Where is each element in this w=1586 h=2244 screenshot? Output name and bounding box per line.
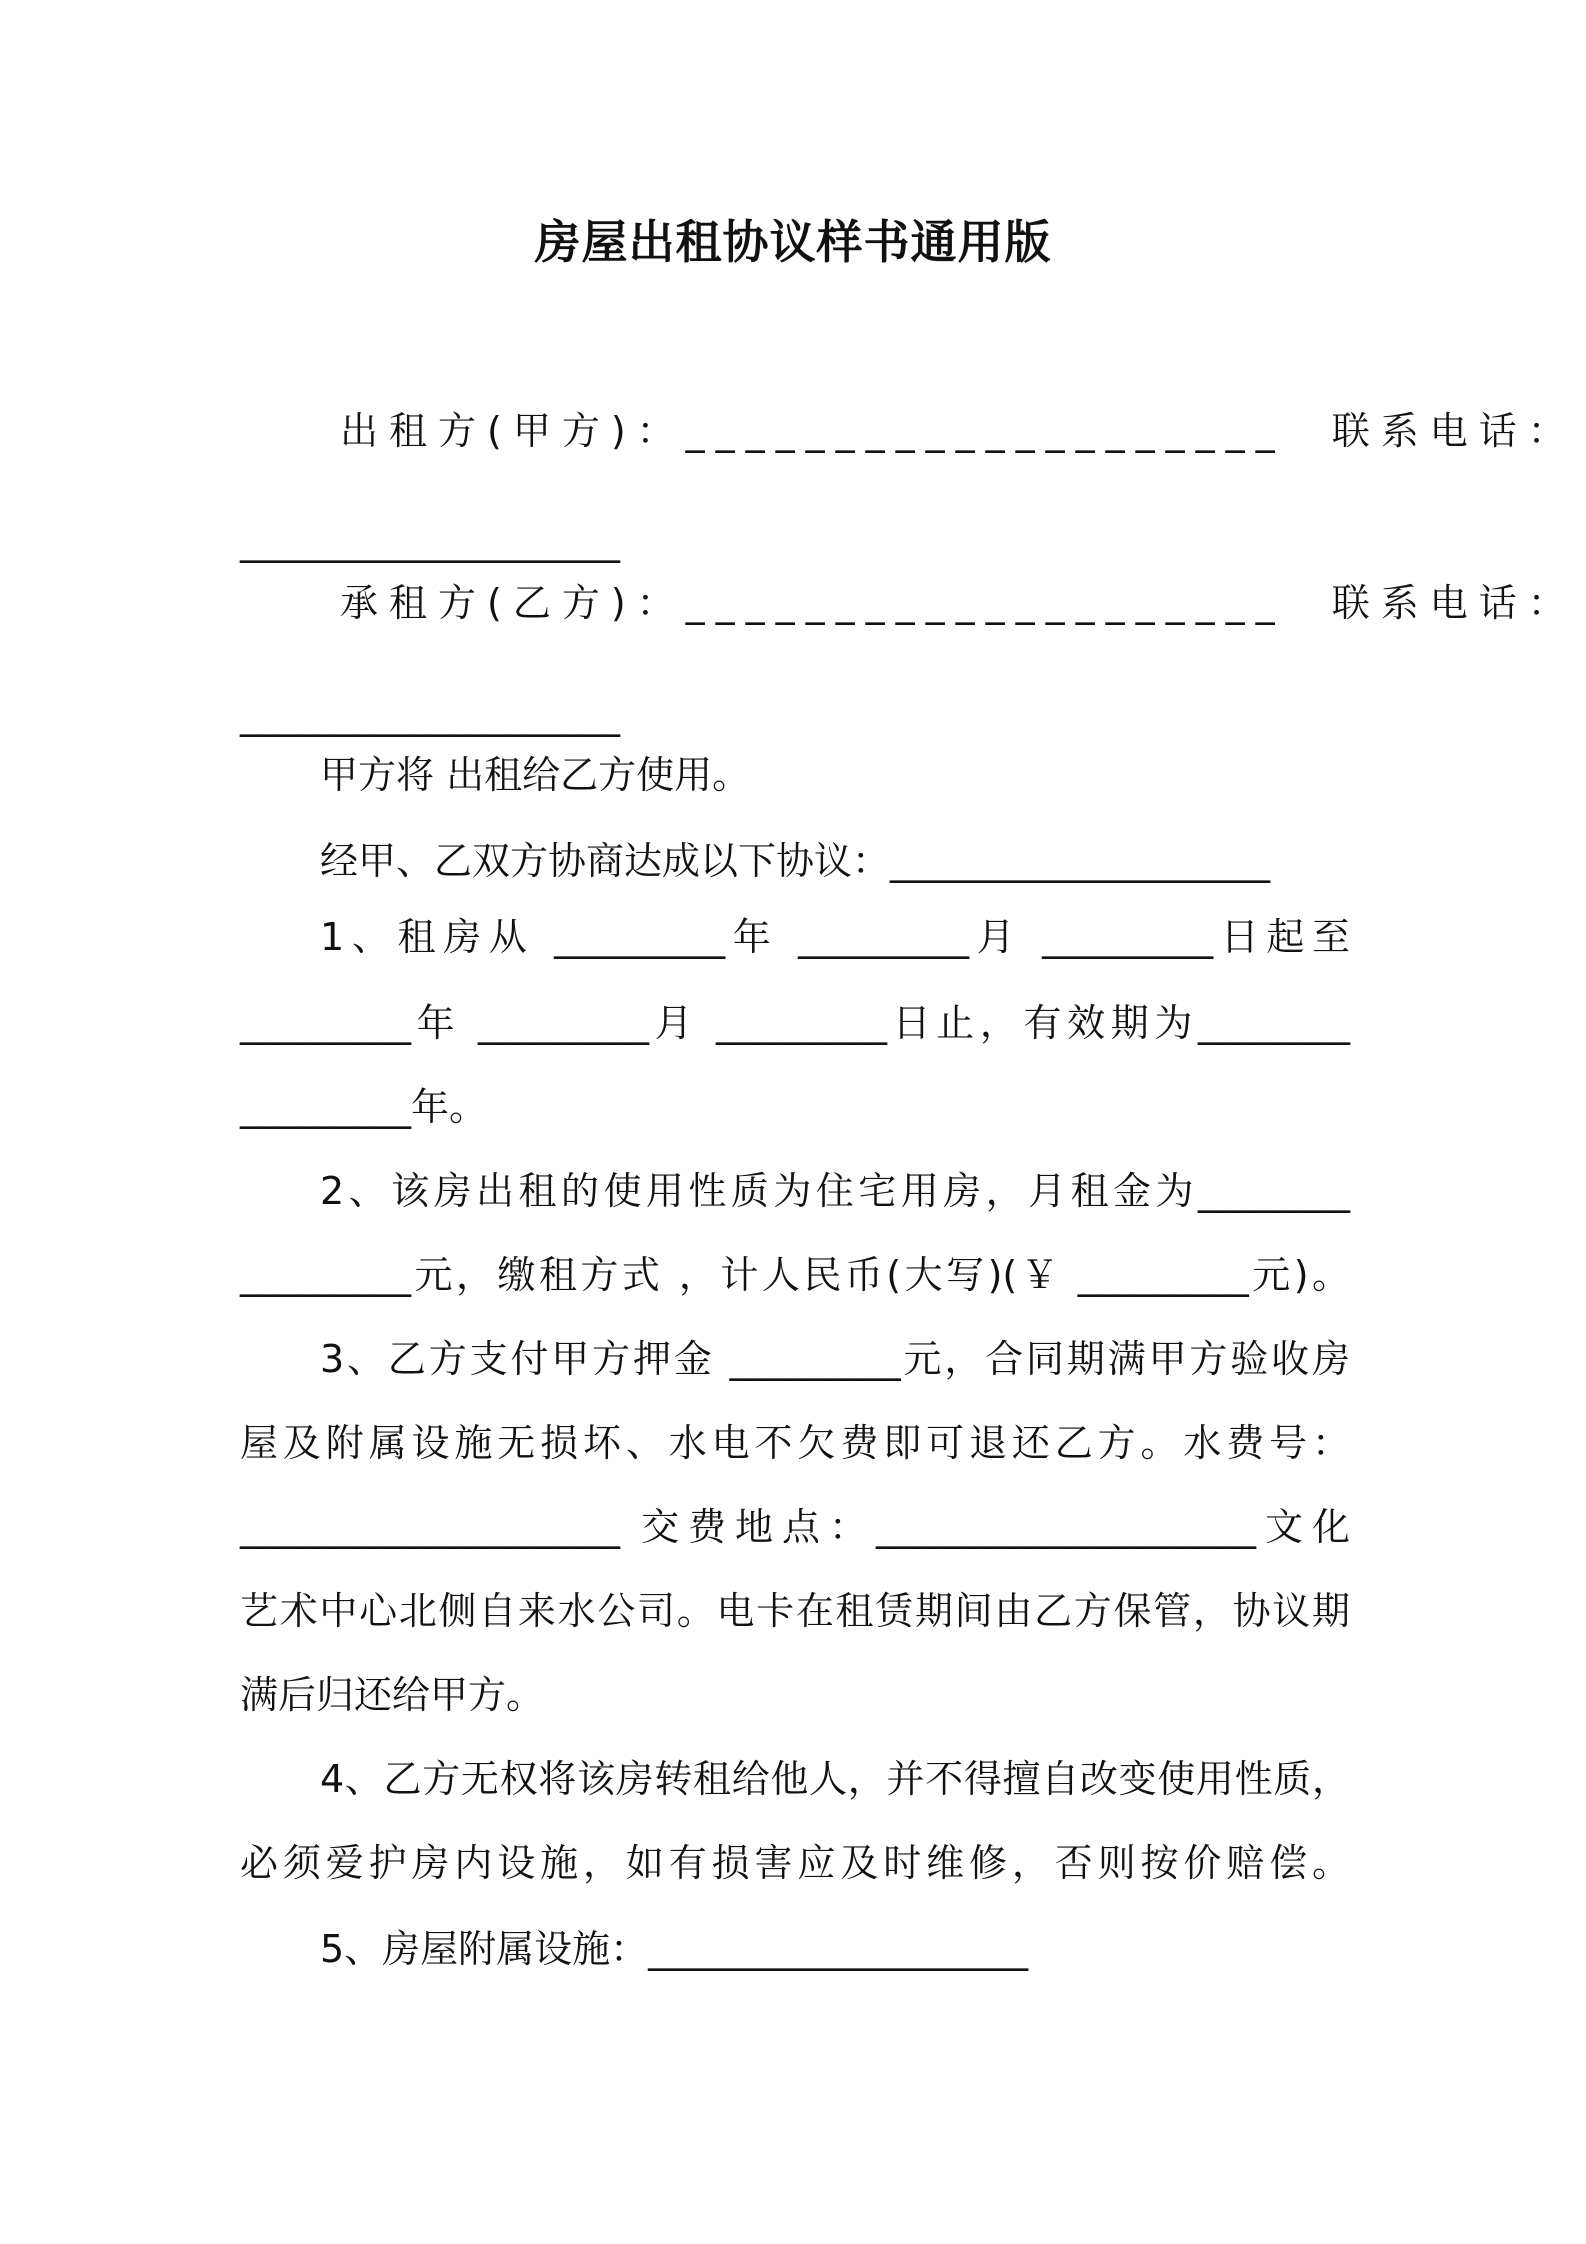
- property-statement: 甲方将 出租给乙方使用。: [320, 753, 751, 797]
- document-title: 房屋出租协议样书通用版: [534, 215, 1052, 269]
- clause-4-line-1: 4、乙方无权将该房转租给他人，并不得擅自改变使用性质，: [320, 1757, 1350, 1801]
- clause-3-line-2: 屋及附属设施无损坏、水电不欠费即可退还乙方。水费号：: [240, 1421, 1350, 1465]
- clause-2-line-1: 2、该房出租的使用性质为住宅用房，月租金为________: [320, 1169, 1350, 1213]
- lessee-line: 承租方(乙方)：____________________ 联系电话：: [340, 581, 1577, 625]
- clause-1-line-1: 1、租房从 _________年 _________月 _________日起至: [320, 915, 1350, 959]
- clause-5-line-1: 5、房屋附属设施：____________________: [320, 1927, 1029, 1971]
- lessor-line: 出租方(甲方)：____________________ 联系电话：: [340, 409, 1577, 453]
- clause-3-line-1: 3、乙方支付甲方押金 _________元，合同期满甲方验收房: [320, 1337, 1350, 1381]
- clause-4-line-2: 必须爱护房内设施，如有损害应及时维修，否则按价赔偿。: [240, 1841, 1350, 1885]
- agreement-intro: 经甲、乙双方协商达成以下协议：____________________: [320, 839, 1271, 883]
- clause-3-line-5: 满后归还给甲方。: [240, 1673, 545, 1717]
- clause-3-line-3: ____________________ 交费地点：____________________文化: [240, 1505, 1350, 1549]
- clause-1-line-2: _________年 _________月 _________日止，有效期为________: [240, 1001, 1350, 1045]
- lessor-phone-blank: ____________________: [240, 519, 620, 563]
- lessee-phone-blank: ____________________: [240, 693, 620, 737]
- clause-2-line-2: _________元，缴租方式 ，计人民币(大写)(￥ _________元)。: [240, 1253, 1350, 1297]
- clause-3-line-4: 艺术中心北侧自来水公司。电卡在租赁期间由乙方保管，协议期: [240, 1589, 1350, 1633]
- clause-1-line-3: _________年。: [240, 1085, 488, 1129]
